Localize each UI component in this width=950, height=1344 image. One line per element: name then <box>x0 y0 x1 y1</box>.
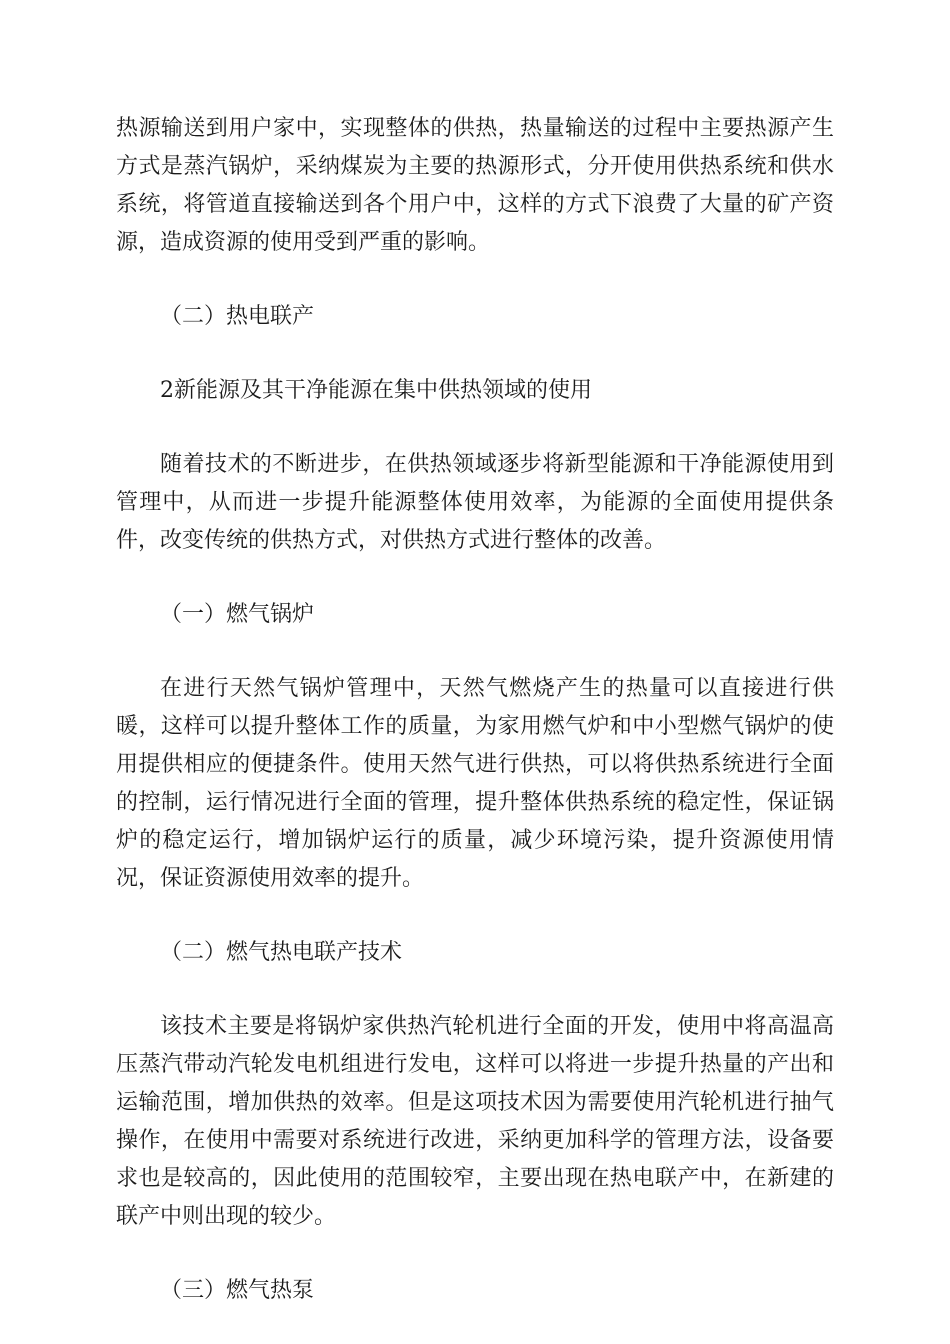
heading-gas-heat-pump: （三）燃气热泵 <box>160 1278 315 1303</box>
paragraph-tech-progress: 随着技术的不断进步，在供热领域逐步将新型能源和干净能源使用到管理中，从而进一步提升能源整体使用效率，为能源的全面使用提供条件，改变传统的供热方式，对供热方式进行整体的改善。 <box>116 452 834 553</box>
document-page <box>116 110 834 1310</box>
paragraph-heat-transport: 热源输送到用户家中，实现整体的供热，热量输送的过程中主要热源产生方式是蒸汽锅炉，采纳煤炭为主要的热源形式，分开使用供热系统和供水系统，将管道直接输送到各个用户中，这样的方式下浪费了大量的矿产资源，造成资源的使用受到严重的影响。 <box>116 116 834 255</box>
heading-new-energy: 2新能源及其干净能源在集中供热领域的使用 <box>160 378 592 403</box>
paragraph-gas-chp: 该技术主要是将锅炉家供热汽轮机进行全面的开发，使用中将高温高压蒸汽带动汽轮发电机组进行发电，这样可以将进一步提升热量的产出和运输范围，增加供热的效率。但是这项技术因为需要使用汽轮机进行抽气操作，在使用中需要对系统进行改进，采纳更加科学的管理方法，设备要求也是较高的，因此使用的范围较窄，主要出现在热电联产中，在新建的联产中则出现的较少。 <box>116 1014 834 1229</box>
paragraph-gas-boiler: 在进行天然气锅炉管理中，天然气燃烧产生的热量可以直接进行供暖，这样可以提升整体工作的质量，为家用燃气炉和中小型燃气锅炉的使用提供相应的便捷条件。使用天然气进行供热，可以将供热系统进行全面的控制，运行情况进行全面的管理，提升整体供热系统的稳定性，保证锅炉的稳定运行，增加锅炉运行的质量，减少环境污染，提升资源使用情况，保证资源使用效率的提升。 <box>116 676 834 891</box>
heading-chp: （二）热电联产 <box>160 304 315 329</box>
heading-gas-boiler: （一）燃气锅炉 <box>160 602 315 627</box>
heading-gas-chp: （二）燃气热电联产技术 <box>160 940 403 965</box>
